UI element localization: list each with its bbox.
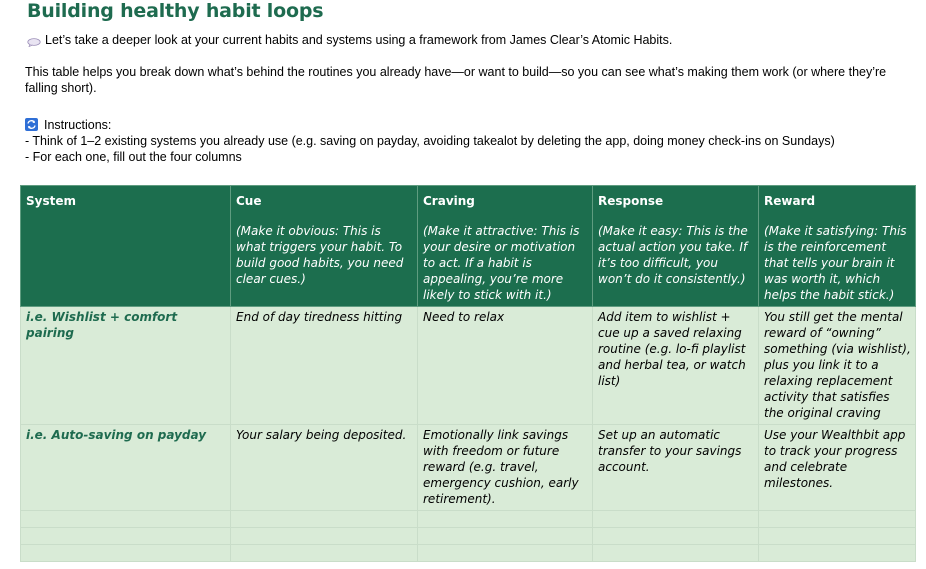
cell-reward[interactable]: Use your Wealthbit app to track your progress and celebrate milestones. [759,425,916,511]
speech-bubble-icon [27,35,41,44]
page-title: Building healthy habit loops [27,0,324,22]
intro-text: Let’s take a deeper look at your current habits and systems using a framework from James Clear’s Atomic Habits. [45,33,673,47]
header-cue [231,186,418,307]
header-description: (Make it obvious: This is what triggers your habit. To build good habits, you need clear cues.) [236,224,404,286]
cell-system[interactable]: i.e. Wishlist + comfort pairing [21,307,231,425]
empty-cell[interactable] [759,511,916,528]
habit-loop-table [20,185,916,562]
cycle-icon [25,118,38,131]
cell-response[interactable]: Add item to wishlist + cue up a saved relaxing routine (e.g. lo-fi playlist and herbal tea, or watch list) [593,307,759,425]
empty-cell[interactable] [21,545,231,562]
header-title: Reward [764,194,816,208]
table-row [21,425,916,511]
header-reward [759,186,916,307]
empty-cell[interactable] [231,511,418,528]
header-craving [418,186,593,307]
instruction-line: - For each one, fill out the four columns [25,150,242,164]
table-header-row [21,186,916,307]
empty-cell[interactable] [21,511,231,528]
empty-row [21,528,916,545]
empty-row [21,545,916,562]
cell-craving[interactable]: Emotionally link savings with freedom or future reward (e.g. travel, emergency cushion, early retirement). [418,425,593,511]
header-title: Response [598,194,664,208]
empty-cell[interactable] [759,528,916,545]
empty-cell[interactable] [21,528,231,545]
instruction-line: - Think of 1–2 existing systems you already use (e.g. saving on payday, avoiding takealot by deleting the app, doing money check-ins on Sundays) [25,134,835,148]
empty-cell[interactable] [593,528,759,545]
cell-system[interactable]: i.e. Auto-saving on payday [21,425,231,511]
table-intro: This table helps you break down what’s behind the routines you already have—or want to build—so you can see what’s making them work (or where they’re falling short). [25,65,887,95]
cell-response[interactable]: Set up an automatic transfer to your savings account. [593,425,759,511]
header-title: System [26,194,76,208]
empty-cell[interactable] [593,511,759,528]
empty-cell[interactable] [593,545,759,562]
header-title: Craving [423,194,475,208]
empty-cell[interactable] [418,545,593,562]
cell-cue[interactable]: Your salary being deposited. [231,425,418,511]
intro-line [25,32,672,48]
header-description: (Make it easy: This is the actual action you take. If it’s too difficult, you won’t do it consistently.) [598,224,748,286]
cell-reward[interactable]: You still get the mental reward of “owning” something (via wishlist), plus you link it to a relaxing replacement activity that satisfies the original craving [759,307,916,425]
empty-cell[interactable] [418,511,593,528]
empty-cell[interactable] [759,545,916,562]
empty-cell[interactable] [231,545,418,562]
header-description: (Make it attractive: This is your desire or motivation to act. If a habit is appealing, you’re more likely to stick with it.) [423,224,580,302]
header-system [21,186,231,307]
instructions-heading: Instructions: [44,118,112,132]
header-title: Cue [236,194,262,208]
cell-cue[interactable]: End of day tiredness hitting [231,307,418,425]
table-row [21,307,916,425]
header-response [593,186,759,307]
header-description: (Make it satisfying: This is the reinforcement that tells your brain it was worth it, which helps the habit stick.) [764,224,907,302]
cell-craving[interactable]: Need to relax [418,307,593,425]
empty-cell[interactable] [231,528,418,545]
empty-row [21,511,916,528]
instructions [25,117,905,165]
empty-cell[interactable] [418,528,593,545]
